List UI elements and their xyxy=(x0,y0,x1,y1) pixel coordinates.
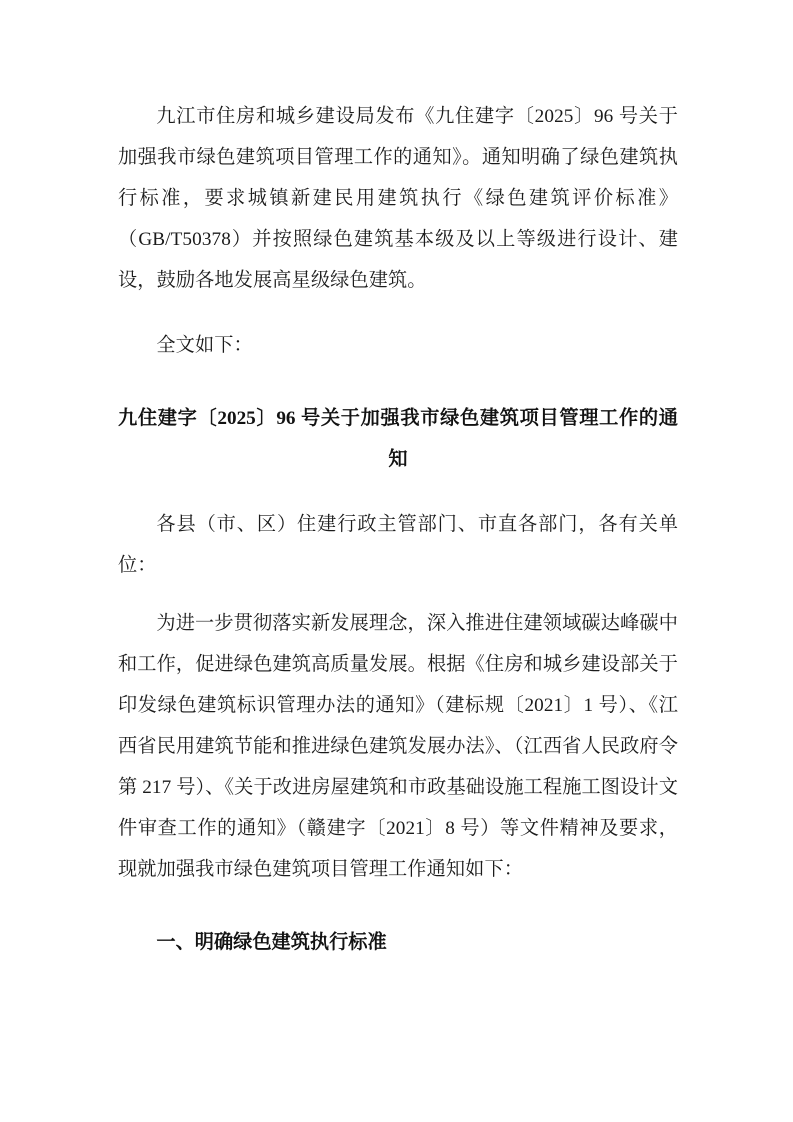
body-paragraph: 为进一步贯彻落实新发展理念，深入推进住建领域碳达峰碳中和工作，促进绿色建筑高质量发展。根据《住房和城乡建设部关于印发绿色建筑标识管理办法的通知》（建标规〔2021〕1 号）、《江西省民用建筑节能和推进绿色建筑发展办法》、（江西省人民政府令第 217 号）、《关于改进房屋建筑和市政基础设施工程施工图设计文件审查工作的通知》（赣建字〔2021〕8 号）等文件精神及要求，现就加强我市绿色建筑项目管理工作通知如下： xyxy=(118,613,678,880)
full-text-label: 全文如下： xyxy=(156,335,253,356)
spacer xyxy=(118,301,678,325)
salutation: 各县（市、区）住建行政主管部门、市直各部门，各有关单位： xyxy=(118,514,678,576)
spacer xyxy=(118,480,678,504)
section-one-heading: 一、明确绿色建筑执行标准 xyxy=(156,932,387,953)
document-title: 九住建字〔2025〕96 号关于加强我市绿色建筑项目管理工作的通知 xyxy=(118,408,678,470)
document-body xyxy=(118,96,678,963)
spacer xyxy=(118,366,678,398)
spacer xyxy=(118,890,678,922)
spacer xyxy=(118,586,678,603)
lead-paragraph: 九江市住房和城乡建设局发布《九住建字〔2025〕96 号关于加强我市绿色建筑项目管理工作的通知》。通知明确了绿色建筑执行标准，要求城镇新建民用建筑执行《绿色建筑评价标准》（GB/T50378）并按照绿色建筑基本级及以上等级进行设计、建设，鼓励各地发展高星级绿色建筑。 xyxy=(118,106,678,291)
